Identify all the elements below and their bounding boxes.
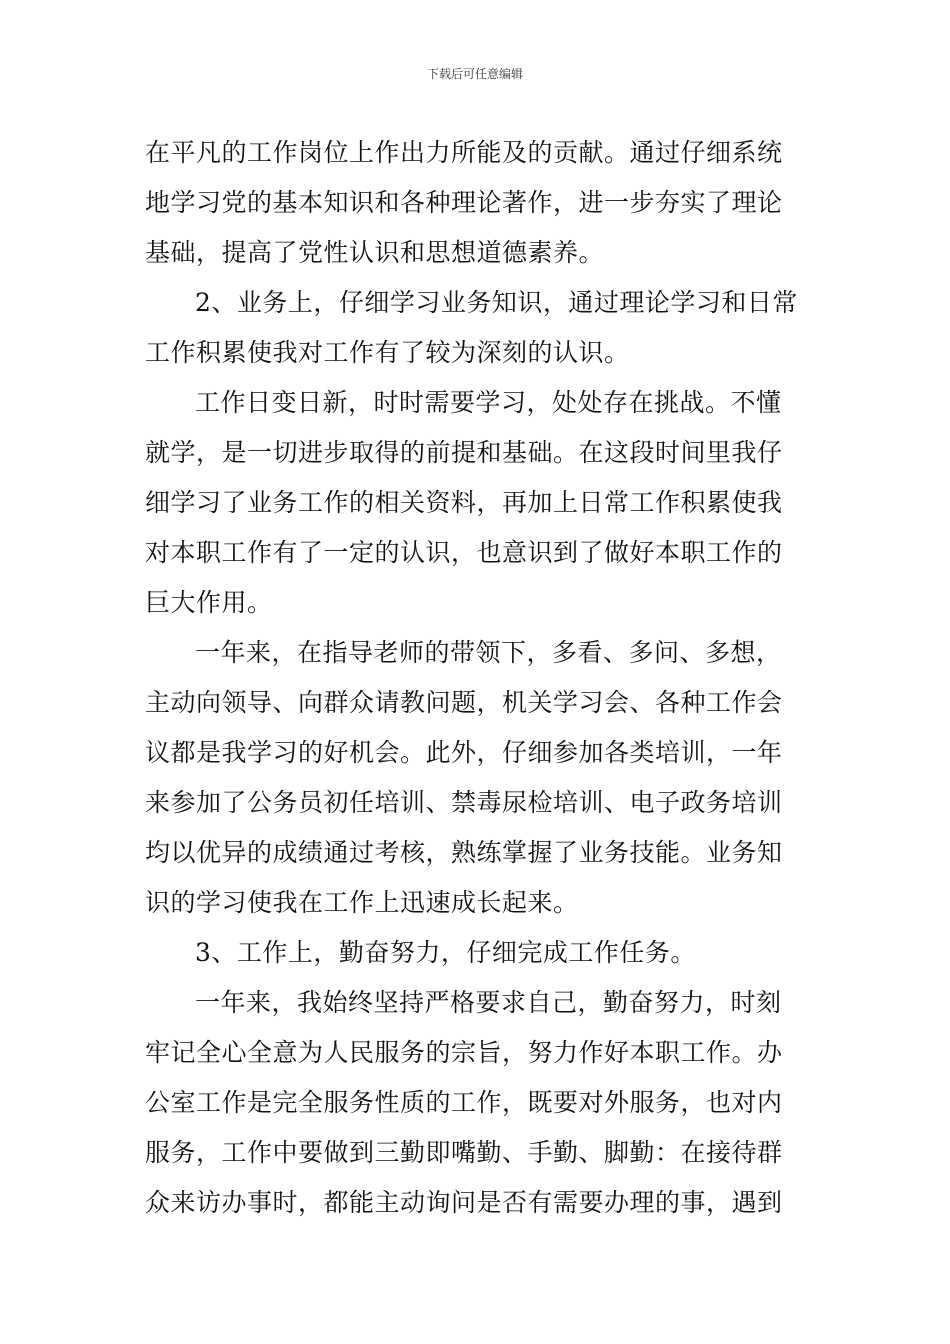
paragraph-start-line: 工作日变日新，时时需要学习，处处存在挑战。不懂 bbox=[195, 388, 782, 417]
text-line: 均以优异的成绩通过考核，熟练掌握了业务技能。业务知 bbox=[145, 838, 783, 867]
text-line: 牢记全心全意为人民服务的宗旨，努力作好本职工作。办 bbox=[145, 1038, 783, 1067]
text-line: 工作积累使我对工作有了较为深刻的认识。 bbox=[145, 338, 630, 367]
text-line: 议都是我学习的好机会。此外，仔细参加各类培训，一年 bbox=[145, 738, 783, 767]
text-line: 众来访办事时，都能主动询问是否有需要办理的事，遇到 bbox=[145, 1188, 783, 1217]
text-line: 识的学习使我在工作上迅速成长起来。 bbox=[145, 888, 579, 917]
paragraph-start-line: 2、业务上，仔细学习业务知识，通过理论学习和日常 bbox=[195, 288, 798, 317]
text-line: 公室工作是完全服务性质的工作，既要对外服务，也对内 bbox=[145, 1088, 783, 1117]
document-body bbox=[145, 128, 809, 1228]
text-line: 基础，提高了党性认识和思想道德素养。 bbox=[145, 238, 605, 267]
text-line: 地学习党的基本知识和各种理论著作，进一步夯实了理论 bbox=[145, 188, 783, 217]
paragraph-start-line: 3、工作上，勤奋努力，仔细完成工作任务。 bbox=[195, 938, 696, 967]
paragraph-start-line: 一年来，我始终坚持严格要求自己，勤奋努力，时刻 bbox=[195, 988, 782, 1017]
paragraph-start-line: 一年来，在指导老师的带领下，多看、多问、多想， bbox=[195, 638, 782, 667]
text-line: 就学，是一切进步取得的前提和基础。在这段时间里我仔 bbox=[145, 438, 783, 467]
text-line: 在平凡的工作岗位上作出力所能及的贡献。通过仔细系统 bbox=[145, 138, 783, 167]
text-line: 对本职工作有了一定的认识，也意识到了做好本职工作的 bbox=[145, 538, 783, 567]
text-line: 来参加了公务员初任培训、禁毒尿检培训、电子政务培训 bbox=[145, 788, 783, 817]
text-line: 主动向领导、向群众请教问题，机关学习会、各种工作会 bbox=[145, 688, 783, 717]
text-line: 巨大作用。 bbox=[145, 588, 273, 617]
text-line: 细学习了业务工作的相关资料，再加上日常工作积累使我 bbox=[145, 488, 783, 517]
text-line: 服务，工作中要做到三勤即嘴勤、手勤、脚勤：在接待群 bbox=[145, 1138, 783, 1167]
page-header: 下载后可任意编辑 bbox=[426, 67, 523, 81]
